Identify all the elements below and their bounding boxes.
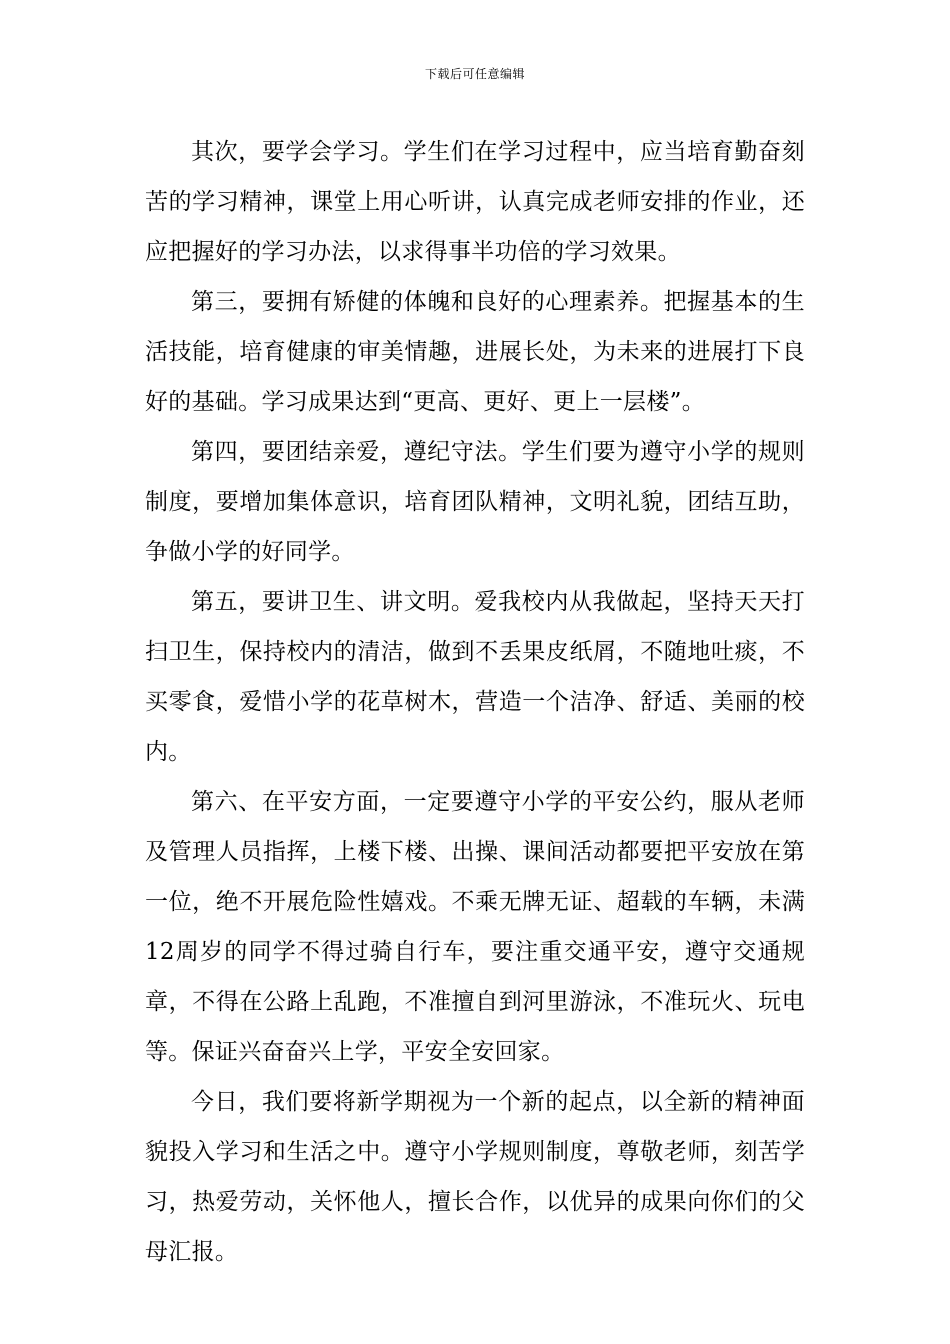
paragraph-study: 其次，要学会学习。学生们在学习过程中，应当培育勤奋刻苦的学习精神，课堂上用心听讲，认真完成老师安排的作业，还应把握好的学习办法，以求得事半功倍的学习效果。	[145, 139, 805, 265]
page-header: 下载后可任意编辑	[424, 67, 525, 81]
paragraph-hygiene: 第五，要讲卫生、讲文明。爱我校内从我做起，坚持天天打扫卫生，保持校内的清洁，做到不丢果皮纸屑，不随地吐痰，不买零食，爱惜小学的花草树木，营造一个洁净、舒适、美丽的校内。	[145, 589, 805, 765]
paragraph-conclusion: 今日，我们要将新学期视为一个新的起点，以全新的精神面貌投入学习和生活之中。遵守小学规则制度，尊敬老师，刻苦学习，热爱劳动，关怀他人，擅长合作，以优异的成果向你们的父母汇报。	[145, 1089, 805, 1265]
paragraph-safety: 第六、在平安方面，一定要遵守小学的平安公约，服从老师及管理人员指挥，上楼下楼、出操、课间活动都要把平安放在第一位，绝不开展危险性嬉戏。不乘无牌无证、超载的车辆，未满12周岁的同学不得过骑自行车，要注重交通平安，遵守交通规章，不得在公路上乱跑，不准擅自到河里游泳，不准玩火、玩电等。保证兴奋奋兴上学，平安全安回家。	[145, 789, 805, 1065]
paragraph-health: 第三，要拥有矫健的体魄和良好的心理素养。把握基本的生活技能，培育健康的审美情趣，进展长处，为未来的进展打下良好的基础。学习成果达到“更高、更好、更上一层楼”。	[145, 289, 805, 415]
paragraph-unity: 第四，要团结亲爱，遵纪守法。学生们要为遵守小学的规则制度，要增加集体意识，培育团队精神，文明礼貌，团结互助，争做小学的好同学。	[145, 439, 805, 565]
document-body	[145, 127, 805, 1277]
